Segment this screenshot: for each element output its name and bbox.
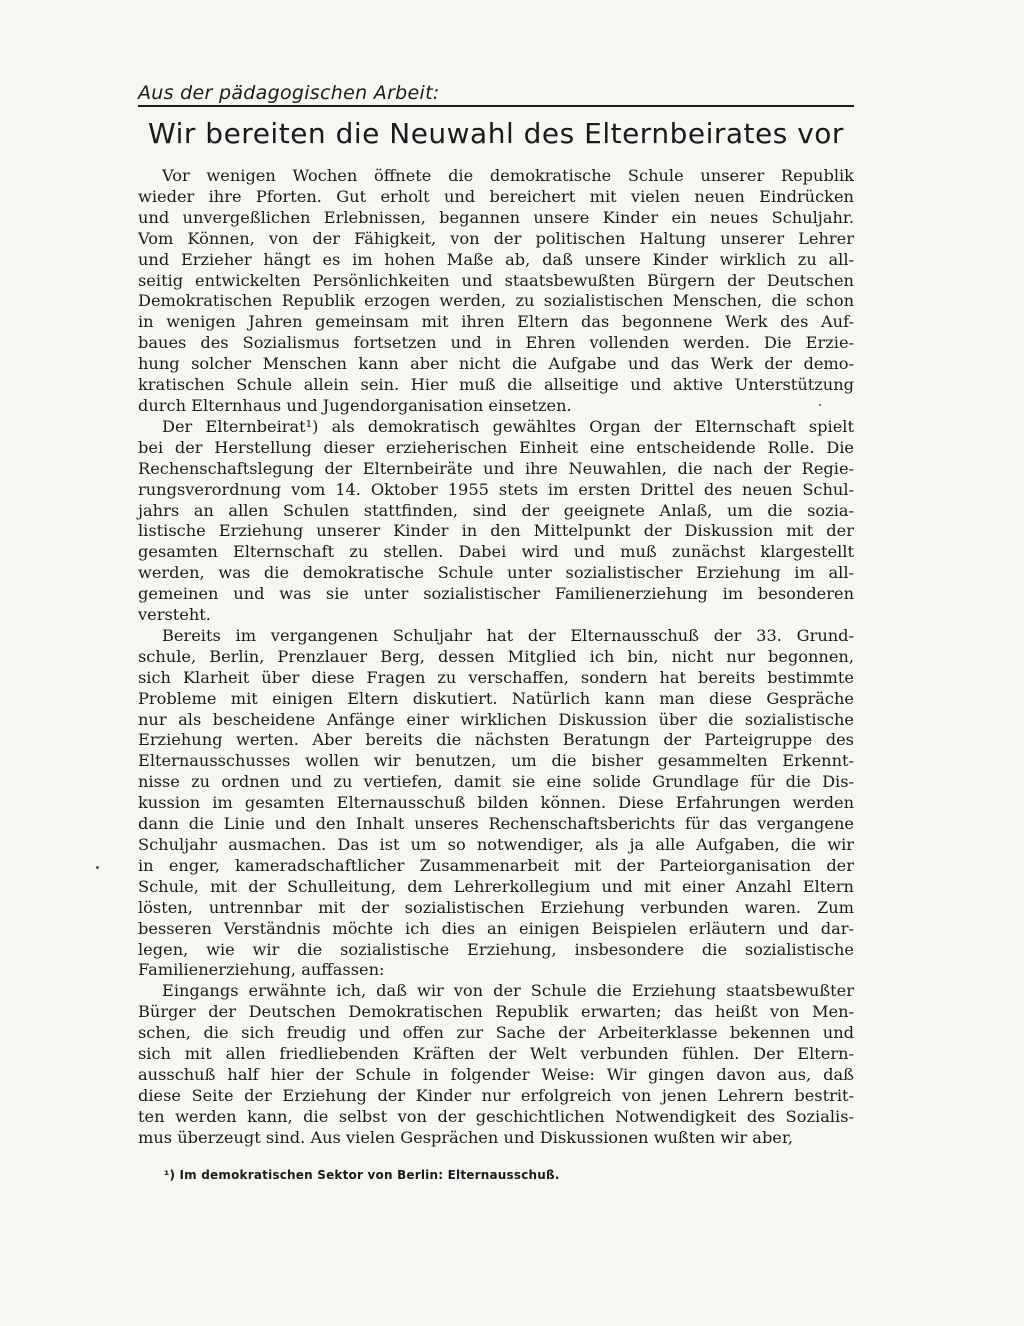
text-line: diese Seite der Erziehung der Kinder nur erfolgreich von jenen Lehrern bestrit- — [138, 1085, 854, 1105]
text-line: besseren Verständnis möchte ich dies an einigen Beispielen erläutern und dar- — [138, 918, 854, 938]
text-line: baues des Sozialismus fortsetzen und in Ehren vollenden werden. Die Erzie- — [138, 333, 854, 353]
text-line: legen, wie wir die sozialistische Erziehung, insbesondere die sozialistische — [138, 939, 854, 959]
paragraph — [138, 417, 854, 626]
text-line: Vom Können, von der Fähigkeit, von der politischen Haltung unserer Lehrer — [138, 228, 854, 248]
text-line: wieder ihre Pforten. Gut erholt und bereichert mit vielen neuen Eindrücken — [138, 186, 854, 206]
text-line: listische Erziehung unserer Kinder in den Mittelpunkt der Diskussion mit der — [138, 521, 854, 541]
text-line: kratischen Schule allein sein. Hier muß die allseitige und aktive Unterstützung — [138, 375, 854, 395]
text-line: nur als bescheidene Anfänge einer wirklichen Diskussion über die sozialistische — [138, 709, 854, 729]
text-line: durch Elternhaus und Jugendorganisation einsetzen. — [138, 395, 572, 415]
paragraph — [138, 166, 854, 417]
text-line: ten werden kann, die selbst von der geschichtlichen Notwendigkeit des Sozialis- — [138, 1106, 854, 1126]
article-title: Wir bereiten die Neuwahl des Elternbeirates vor — [148, 117, 844, 150]
text-line: Elternausschusses wollen wir benutzen, um die bisher gesammelten Erkennt- — [138, 751, 854, 771]
text-line: Demokratischen Republik erzogen werden, zu sozialistischen Menschen, die schon — [138, 291, 854, 311]
text-line: in enger, kameradschaftlicher Zusammenarbeit mit der Parteiorganisation der — [138, 855, 854, 875]
text-line: Eingangs erwähnte ich, daß wir von der Schule die Erziehung staatsbewußter — [162, 981, 854, 1001]
text-line: Probleme mit einigen Eltern diskutiert. Natürlich kann man diese Gespräche — [138, 688, 854, 708]
text-line: schen, die sich freudig und offen zur Sache der Arbeiterklasse bekennen und — [138, 1023, 854, 1043]
text-line: bei der Herstellung dieser erzieherischen Einheit eine entscheidende Rolle. Die — [138, 437, 854, 457]
article-body — [138, 166, 854, 1149]
text-line: gemeinen und was sie unter sozialistischer Familienerziehung im besonderen — [138, 584, 854, 604]
footnote: ¹) Im demokratischen Sektor von Berlin: Elternausschuß. — [164, 1168, 560, 1182]
text-line: ausschuß half hier der Schule in folgender Weise: Wir gingen davon aus, daß — [138, 1064, 854, 1084]
text-line: und unvergeßlichen Erlebnissen, begannen unsere Kinder ein neues Schuljahr. — [138, 207, 854, 227]
text-line: Schule, mit der Schulleitung, dem Lehrerkollegium und mit einer Anzahl Eltern — [138, 876, 854, 896]
text-line: dann die Linie und den Inhalt unseres Rechenschaftsberichts für das vergangene — [138, 814, 854, 834]
text-line: versteht. — [138, 605, 211, 625]
text-line: Rechenschaftslegung der Elternbeiräte und ihre Neuwahlen, die nach der Regie- — [138, 458, 854, 478]
scan-speck — [819, 404, 821, 406]
text-line: seitig entwickelten Persönlichkeiten und staatsbewußten Bürgern der Deutschen — [138, 270, 854, 290]
text-line: Schuljahr ausmachen. Das ist um so notwendiger, als ja alle Aufgaben, die wir — [138, 835, 854, 854]
text-line: in wenigen Jahren gemeinsam mit ihren Eltern das begonnene Werk des Auf- — [138, 312, 854, 332]
text-line: kussion im gesamten Elternausschuß bilden können. Diese Erfahrungen werden — [138, 793, 854, 813]
text-line: hung solcher Menschen kann aber nicht die Aufgabe und das Werk der demo- — [138, 354, 854, 374]
text-line: nisse zu ordnen und zu vertiefen, damit sie eine solide Grundlage für die Dis- — [138, 772, 854, 792]
text-line: mus überzeugt sind. Aus vielen Gesprächen und Diskussionen wußten wir aber, — [138, 1127, 793, 1147]
text-line: Bürger der Deutschen Demokratischen Republik erwarten; das heißt von Men- — [138, 1002, 854, 1022]
text-line: werden, was die demokratische Schule unter sozialistischer Erziehung im all- — [138, 563, 854, 583]
text-line: Bereits im vergangenen Schuljahr hat der Elternausschuß der 33. Grund- — [162, 625, 854, 645]
paragraph — [138, 626, 854, 981]
text-line: schule, Berlin, Prenzlauer Berg, dessen Mitglied ich bin, nicht nur begonnen, — [138, 646, 854, 666]
text-line: Familienerziehung, auffassen: — [138, 960, 385, 980]
text-line: rungsverordnung vom 14. Oktober 1955 stets im ersten Drittel des neuen Schul- — [138, 479, 854, 499]
text-line: Vor wenigen Wochen öffnete die demokratische Schule unserer Republik — [162, 166, 854, 185]
text-line: Erziehung werten. Aber bereits die nächsten Beratungn der Parteigruppe des — [138, 730, 854, 750]
text-line: gesamten Elternschaft zu stellen. Dabei wird und muß zunächst klargestellt — [138, 542, 854, 562]
text-line: und Erzieher hängt es im hohen Maße ab, daß unsere Kinder wirklich zu all- — [138, 249, 854, 269]
text-line: sich mit allen friedliebenden Kräften der Welt verbunden fühlen. Der Eltern- — [138, 1044, 854, 1064]
text-line: sich Klarheit über diese Fragen zu verschaffen, sondern hat bereits bestimmte — [138, 667, 854, 687]
text-line: jahrs an allen Schulen stattfinden, sind der geeignete Anlaß, um die sozia- — [138, 500, 854, 520]
scan-speck — [96, 866, 99, 869]
text-line: lösten, untrennbar mit der sozialistischen Erziehung verbunden waren. Zum — [138, 897, 854, 917]
section-label: Aus der pädagogischen Arbeit: — [138, 82, 854, 107]
text-line: Der Elternbeirat¹) als demokratisch gewähltes Organ der Elternschaft spielt — [162, 416, 854, 436]
paragraph — [138, 981, 854, 1148]
